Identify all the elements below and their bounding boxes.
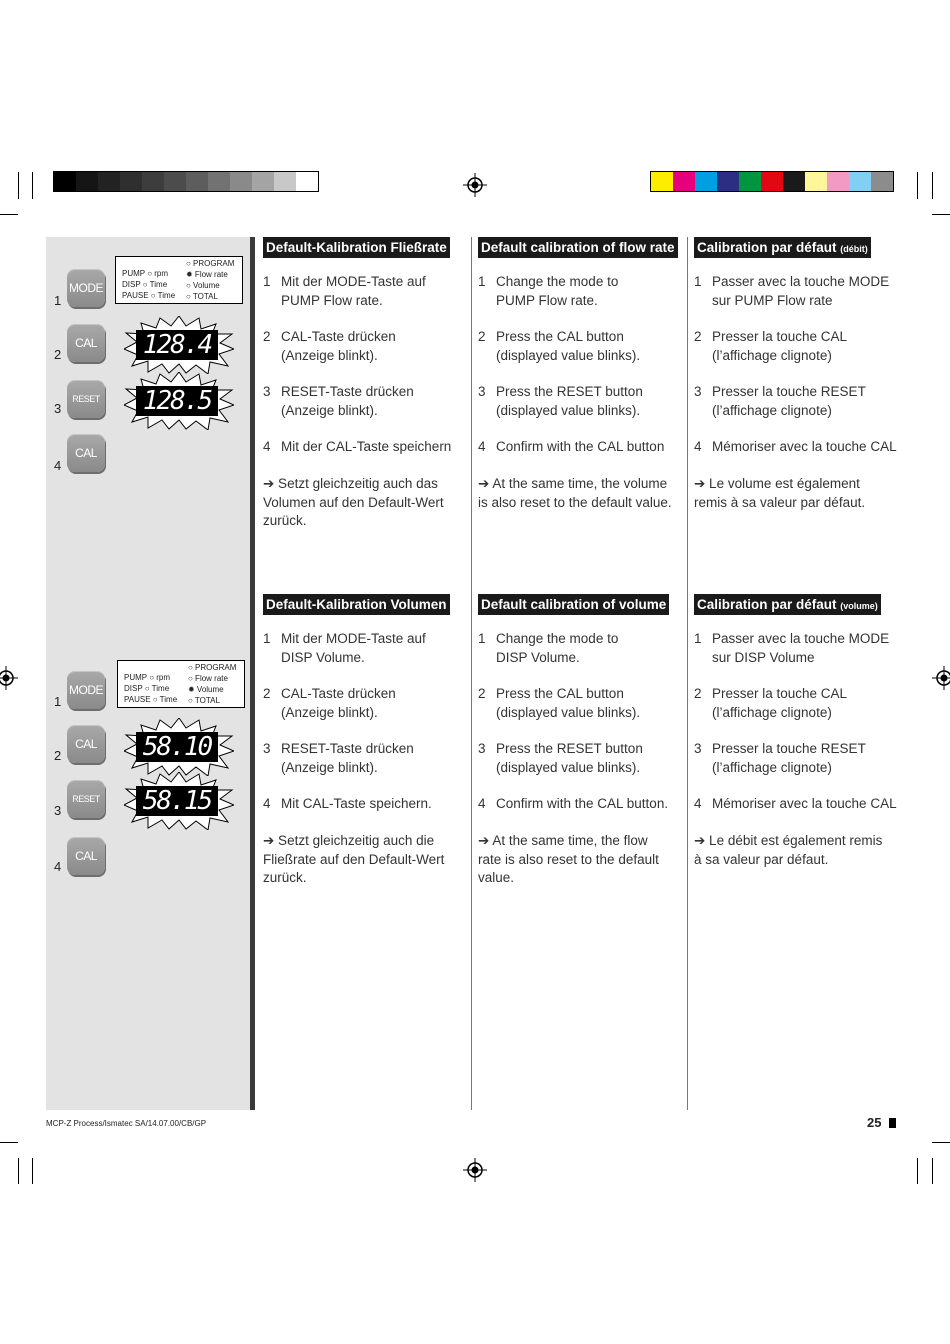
calibration-swatch xyxy=(296,172,318,191)
calibration-swatch xyxy=(805,172,827,191)
step-text: Mit der MODE-Taste auf xyxy=(281,274,426,289)
heading-qualifier: (volume) xyxy=(840,601,878,611)
note-line: ➔ Le débit est également remis xyxy=(694,833,883,848)
note-line: ➔ Le volume est également xyxy=(694,476,860,491)
calibration-swatch xyxy=(849,172,871,191)
note-line: Fließrate auf den Default-Wert xyxy=(263,851,445,867)
registration-mark-icon xyxy=(463,173,487,197)
mode-row: ○ PROGRAM xyxy=(188,663,237,672)
step-text: Confirm with the CAL button xyxy=(496,439,665,454)
step-number: 2 xyxy=(694,329,702,344)
column-divider xyxy=(687,237,688,1110)
page-number: 25 xyxy=(867,1115,882,1130)
mode-row: ○ TOTAL xyxy=(188,696,220,705)
step-number: 2 xyxy=(54,347,62,362)
note-line: value. xyxy=(478,870,515,885)
calibration-swatch xyxy=(54,172,76,191)
calibration-swatch xyxy=(76,172,98,191)
heading-text: Default calibration of volume xyxy=(481,597,667,612)
mode-key-icon: MODE xyxy=(67,269,105,307)
crop-mark xyxy=(917,1158,918,1184)
step-number: 2 xyxy=(694,686,702,701)
step-number: 1 xyxy=(54,293,62,308)
mode-row: DISP ○ Time xyxy=(124,684,170,693)
section-heading-de xyxy=(263,594,450,615)
note-line: rate is also reset to the default xyxy=(478,851,659,867)
step-number: 4 xyxy=(478,796,486,811)
crop-mark xyxy=(0,1142,18,1143)
mode-row: PAUSE ○ Time xyxy=(122,291,176,300)
blinking-display xyxy=(124,772,234,830)
step-number: 2 xyxy=(263,686,271,701)
step-text: CAL-Taste drücken xyxy=(281,686,396,701)
mode-row: ○ Flow rate xyxy=(188,674,228,683)
step-text: Confirm with the CAL button. xyxy=(496,796,669,811)
heading-text: Default calibration of flow rate xyxy=(481,240,675,255)
crop-mark xyxy=(932,1158,933,1184)
color-calibration-bar xyxy=(650,171,894,192)
step-number: 3 xyxy=(478,384,486,399)
cal-key-icon: CAL xyxy=(67,837,105,875)
step-text: (displayed value blinks). xyxy=(496,402,641,418)
heading-qualifier: (débit) xyxy=(840,244,868,254)
crop-mark xyxy=(917,172,918,199)
step-text: (l’affichage clignote) xyxy=(712,704,832,720)
step-text: Presser la touche RESET xyxy=(712,384,866,399)
step-number: 2 xyxy=(263,329,271,344)
step-text: Change the mode to xyxy=(496,631,619,646)
calibration-swatch xyxy=(673,172,695,191)
step-text: Press the RESET button xyxy=(496,384,643,399)
step-number: 3 xyxy=(54,803,62,818)
step-number: 2 xyxy=(54,748,62,763)
step-text: Change the mode to xyxy=(496,274,619,289)
step-text: Press the CAL button xyxy=(496,329,624,344)
calibration-swatch xyxy=(717,172,739,191)
crop-mark xyxy=(18,1158,19,1184)
note-line: zurück. xyxy=(263,870,307,885)
mode-row: ○ PROGRAM xyxy=(186,259,235,268)
step-text: (Anzeige blinkt). xyxy=(281,704,378,720)
section-heading-en xyxy=(478,594,669,615)
note-text xyxy=(263,832,444,888)
reset-key-icon: RESET xyxy=(67,780,105,818)
mode-row: ✹ Flow rate xyxy=(186,270,228,279)
note-line: ➔ At the same time, the volume xyxy=(478,476,668,491)
step-number: 1 xyxy=(54,694,62,709)
note-line: zurück. xyxy=(263,513,307,528)
heading-text: Default-Kalibration Fließrate xyxy=(266,240,447,255)
step-text: DISP Volume. xyxy=(496,649,580,665)
crop-mark xyxy=(32,172,33,199)
step-number: 1 xyxy=(694,274,702,289)
step-number: 4 xyxy=(478,439,486,454)
step-text: Mémoriser avec la touche CAL xyxy=(712,796,897,811)
lcd-value: 58.10 xyxy=(136,732,218,762)
note-line: ➔ Setzt gleichzeitig auch die xyxy=(263,833,435,848)
step-text: RESET-Taste drücken xyxy=(281,384,414,399)
mode-row: PUMP ○ rpm xyxy=(122,269,169,278)
step-text: Mémoriser avec la touche CAL xyxy=(712,439,897,454)
cal-key-icon: CAL xyxy=(67,725,105,763)
calibration-swatch xyxy=(761,172,783,191)
note-text xyxy=(694,475,865,512)
calibration-swatch xyxy=(695,172,717,191)
cal-key-icon: CAL xyxy=(67,324,105,362)
step-number: 3 xyxy=(694,384,702,399)
step-number: 3 xyxy=(263,384,271,399)
mode-row: PUMP ○ rpm xyxy=(124,673,171,682)
step-number: 4 xyxy=(263,796,271,811)
reset-key-icon: RESET xyxy=(67,380,105,418)
step-number: 4 xyxy=(694,439,702,454)
mode-row: PAUSE ○ Time xyxy=(124,695,178,704)
step-text: (l’affichage clignote) xyxy=(712,759,832,775)
step-text: Mit der MODE-Taste auf xyxy=(281,631,426,646)
calibration-swatch xyxy=(739,172,761,191)
calibration-swatch xyxy=(651,172,673,191)
note-text xyxy=(263,475,444,531)
calibration-swatch xyxy=(120,172,142,191)
step-text: (displayed value blinks). xyxy=(496,347,641,363)
panel-divider xyxy=(250,237,255,1110)
step-number: 1 xyxy=(263,274,271,289)
step-number: 4 xyxy=(263,439,271,454)
section-heading-en xyxy=(478,237,678,258)
step-text: PUMP Flow rate. xyxy=(496,292,598,308)
step-text: sur DISP Volume xyxy=(712,649,815,665)
lcd-value: 58.15 xyxy=(136,786,218,816)
crop-mark xyxy=(932,214,950,215)
calibration-swatch xyxy=(230,172,252,191)
document-reference: MCP-Z Process/Ismatec SA/14.07.00/CB/GP xyxy=(46,1119,207,1128)
step-text: DISP Volume. xyxy=(281,649,365,665)
step-text: Press the RESET button xyxy=(496,741,643,756)
step-number: 1 xyxy=(263,631,271,646)
step-number: 1 xyxy=(694,631,702,646)
step-number: 1 xyxy=(478,631,486,646)
step-text: (Anzeige blinkt). xyxy=(281,759,378,775)
step-text: Mit CAL-Taste speichern. xyxy=(281,796,432,811)
note-text xyxy=(478,475,672,512)
registration-mark-icon xyxy=(463,1158,487,1182)
calibration-swatch xyxy=(164,172,186,191)
step-number: 2 xyxy=(478,329,486,344)
step-text: (l’affichage clignote) xyxy=(712,402,832,418)
step-text: Passer avec la touche MODE xyxy=(712,274,890,289)
step-text: Presser la touche CAL xyxy=(712,686,848,701)
step-number: 4 xyxy=(54,458,62,473)
lcd-value: 128.4 xyxy=(136,330,218,360)
calibration-swatch xyxy=(186,172,208,191)
step-text: (l’affichage clignote) xyxy=(712,347,832,363)
calibration-swatch xyxy=(274,172,296,191)
mode-indicator-panel xyxy=(115,256,243,304)
crop-mark xyxy=(0,214,18,215)
step-text: (displayed value blinks). xyxy=(496,704,641,720)
mode-key-icon: MODE xyxy=(67,671,105,709)
calibration-swatch xyxy=(98,172,120,191)
step-number: 1 xyxy=(478,274,486,289)
step-text: RESET-Taste drücken xyxy=(281,741,414,756)
heading-text: Calibration par défaut xyxy=(697,240,837,255)
mode-row: DISP ○ Time xyxy=(122,280,168,289)
step-number: 2 xyxy=(478,686,486,701)
registration-mark-icon xyxy=(932,666,950,690)
step-number: 4 xyxy=(54,859,62,874)
mode-indicator-panel xyxy=(117,660,245,708)
step-number: 3 xyxy=(478,741,486,756)
step-number: 4 xyxy=(694,796,702,811)
note-line: Volumen auf den Default-Wert xyxy=(263,494,444,510)
lcd-value: 128.5 xyxy=(136,386,218,416)
step-text: Presser la touche CAL xyxy=(712,329,848,344)
calibration-swatch xyxy=(208,172,230,191)
heading-text: Default-Kalibration Volumen xyxy=(266,597,447,612)
note-line: à sa valeur par défaut. xyxy=(694,851,829,867)
section-heading-de xyxy=(263,237,450,258)
step-number: 3 xyxy=(694,741,702,756)
note-text xyxy=(694,832,882,869)
grayscale-calibration-bar xyxy=(53,171,319,192)
calibration-swatch xyxy=(142,172,164,191)
step-number: 3 xyxy=(54,401,62,416)
step-text: (displayed value blinks). xyxy=(496,759,641,775)
mode-row: ✹ Volume xyxy=(188,685,224,694)
note-line: ➔ At the same time, the flow xyxy=(478,833,648,848)
calibration-swatch xyxy=(871,172,893,191)
section-heading-fr xyxy=(694,594,881,615)
page-marker xyxy=(889,1118,896,1128)
cal-key-icon: CAL xyxy=(67,434,105,472)
step-text: (Anzeige blinkt). xyxy=(281,347,378,363)
step-number: 3 xyxy=(263,741,271,756)
crop-mark xyxy=(932,1142,950,1143)
calibration-swatch xyxy=(827,172,849,191)
section-heading-fr xyxy=(694,237,871,258)
note-line: remis à sa valeur par défaut. xyxy=(694,494,866,510)
heading-text: Calibration par défaut xyxy=(697,597,837,612)
blinking-display xyxy=(124,316,234,374)
blinking-display xyxy=(124,372,234,430)
crop-mark xyxy=(18,172,19,199)
step-text: Press the CAL button xyxy=(496,686,624,701)
mode-row: ○ TOTAL xyxy=(186,292,218,301)
step-text: PUMP Flow rate. xyxy=(281,292,383,308)
column-divider xyxy=(471,237,472,1110)
note-line: is also reset to the default value. xyxy=(478,494,672,510)
note-line: ➔ Setzt gleichzeitig auch das xyxy=(263,476,438,491)
step-text: Passer avec la touche MODE xyxy=(712,631,890,646)
blinking-display xyxy=(124,718,234,776)
crop-mark xyxy=(32,1158,33,1184)
calibration-swatch xyxy=(783,172,805,191)
step-text: Presser la touche RESET xyxy=(712,741,866,756)
step-text: sur PUMP Flow rate xyxy=(712,292,833,308)
mode-row: ○ Volume xyxy=(186,281,220,290)
note-text xyxy=(478,832,659,888)
crop-mark xyxy=(932,172,933,199)
step-text: (Anzeige blinkt). xyxy=(281,402,378,418)
registration-mark-icon xyxy=(0,666,18,690)
step-text: CAL-Taste drücken xyxy=(281,329,396,344)
step-text: Mit der CAL-Taste speichern xyxy=(281,439,452,454)
calibration-swatch xyxy=(252,172,274,191)
